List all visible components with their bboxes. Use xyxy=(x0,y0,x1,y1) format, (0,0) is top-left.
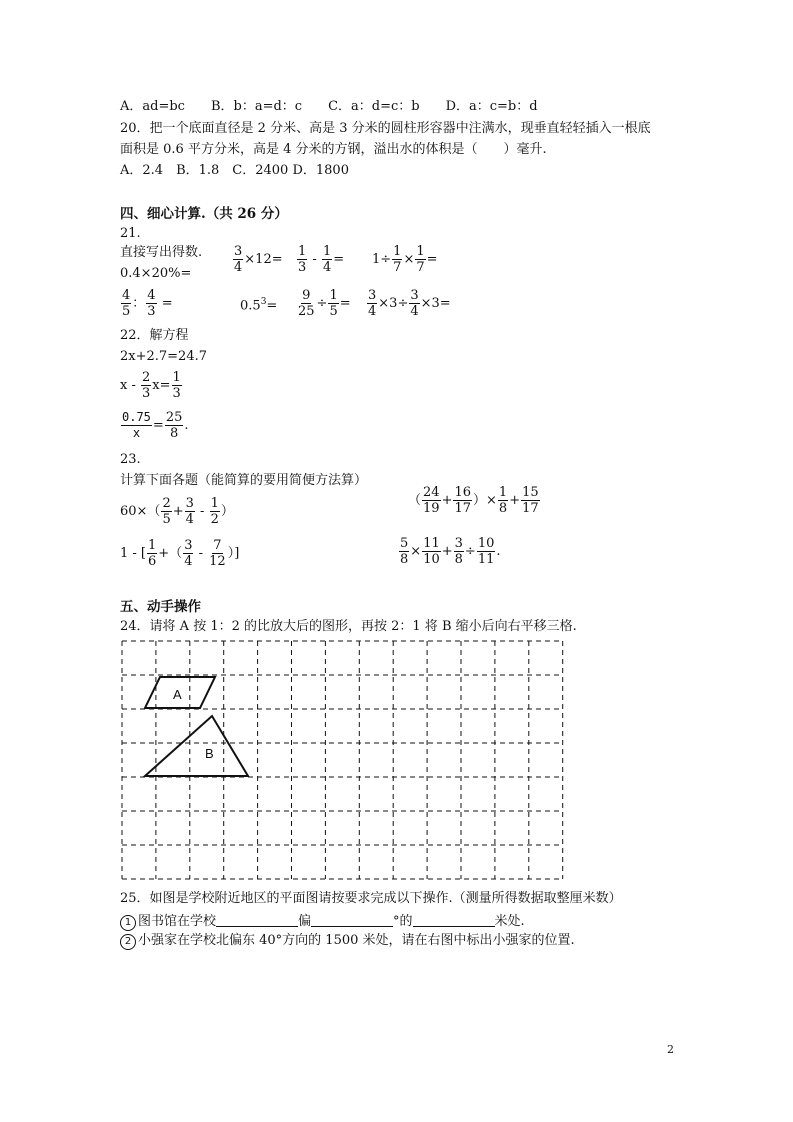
section4-title: 四、细心计算.（共 26 分） xyxy=(120,206,288,222)
circled-number-2: 2 xyxy=(120,934,136,950)
q23-problem-1: 60×（ $\frac{2}{5}$ + $\frac{3}{4}$ - $\frac{1}{2}$ ） xyxy=(120,496,234,527)
q22-equation-1: 2x+2.7=24.7 xyxy=(120,349,208,364)
q23-problem-3: 1 - [ $\frac{1}{6}$ +（ $\frac{3}{4}$ - $\frac{7}{12}$ ）] xyxy=(120,538,240,569)
q24-text: 24．请将 A 按 1：2 的比放大后的图形，再按 2：1 将 B 缩小后向右平移三格. xyxy=(120,619,577,634)
section5-title: 五、动手操作 xyxy=(120,599,201,615)
q21-instruction: 直接写出得数. xyxy=(120,245,203,260)
q22-equation-3: $\frac{0.75}{x}$ = $\frac{25}{8}$ . xyxy=(122,410,189,441)
q21-expr-8: $\frac{3}{4}$ ×3÷ $\frac{3}{4}$ ×3= xyxy=(368,288,451,319)
q21-expr-4: 1÷ $\frac{1}{7}$ × $\frac{1}{7}$ = xyxy=(372,244,438,275)
q25-text: 25．如图是学校附近地区的平面图请按要求完成以下操作.（测量所得数据取整厘米数） xyxy=(120,891,622,906)
q20-options: A．2.4 B．1.8 C．2400 D．1800 xyxy=(120,163,349,178)
q22-title: 22．解方程 xyxy=(120,328,189,343)
q21-expr-7: $\frac{9}{25}$ ÷ $\frac{1}{5}$ = xyxy=(298,288,351,319)
q21-expr-2: $\frac{3}{4}$ ×12= xyxy=(234,244,283,275)
q21-expr-6: $0.5^3=$ xyxy=(240,297,278,314)
q19-options: A．ad=bc B．b：a=d：c C．a：d=c：b D．a：c=b：d xyxy=(120,99,538,114)
shape-b-triangle xyxy=(145,716,248,776)
q25-item-2: 2 小强家在学校北偏东 40°方向的 1500 米处，请在右图中标出小强家的位置. xyxy=(120,932,575,950)
q24-grid xyxy=(120,639,575,881)
answer-blank-direction[interactable] xyxy=(216,912,298,927)
shape-b-label: B xyxy=(205,746,214,761)
q21-expr-3: $\frac{1}{3}$ - $\frac{1}{4}$ = xyxy=(298,244,345,275)
q23-problem-2: （ $\frac{24}{19}$ + $\frac{16}{17}$ ）× $\frac{1}{8}$ + $\frac{15}{17}$ xyxy=(408,485,539,516)
q23-problem-4: $\frac{5}{8}$ × $\frac{11}{10}$ + $\frac{3}{8}$ ÷ $\frac{10}{11}$ . xyxy=(400,536,501,567)
page-number: 2 xyxy=(667,1043,674,1056)
q20-line1: 20．把一个底面直径是 2 分米、高是 3 分米的圆柱形容器中注满水，现垂直轻轻插入一根底 xyxy=(120,121,651,136)
circled-number-1: 1 xyxy=(120,915,136,931)
q20-line2: 面积是 0.6 平方分米，高是 4 分米的方钢，溢出水的体积是（ ）毫升. xyxy=(120,142,547,157)
answer-blank-distance[interactable] xyxy=(413,912,495,927)
q21-expr-1: 0.4×20%= xyxy=(120,266,192,281)
q25-item-1: 1 图书馆在学校 偏 °的 米处. xyxy=(120,912,525,931)
q21-number: 21. xyxy=(120,226,141,241)
q23-number: 23. xyxy=(120,452,141,467)
q21-expr-5: $\frac{4}{5}$ ： $\frac{4}{3}$ = xyxy=(122,288,173,319)
shape-a-label: A xyxy=(173,687,182,702)
q22-equation-2: x - $\frac{2}{3}$ x= $\frac{1}{3}$ xyxy=(120,370,181,401)
answer-blank-angle[interactable] xyxy=(311,912,393,927)
q23-instruction: 计算下面各题（能简算的要用简便方法算） xyxy=(120,473,368,488)
